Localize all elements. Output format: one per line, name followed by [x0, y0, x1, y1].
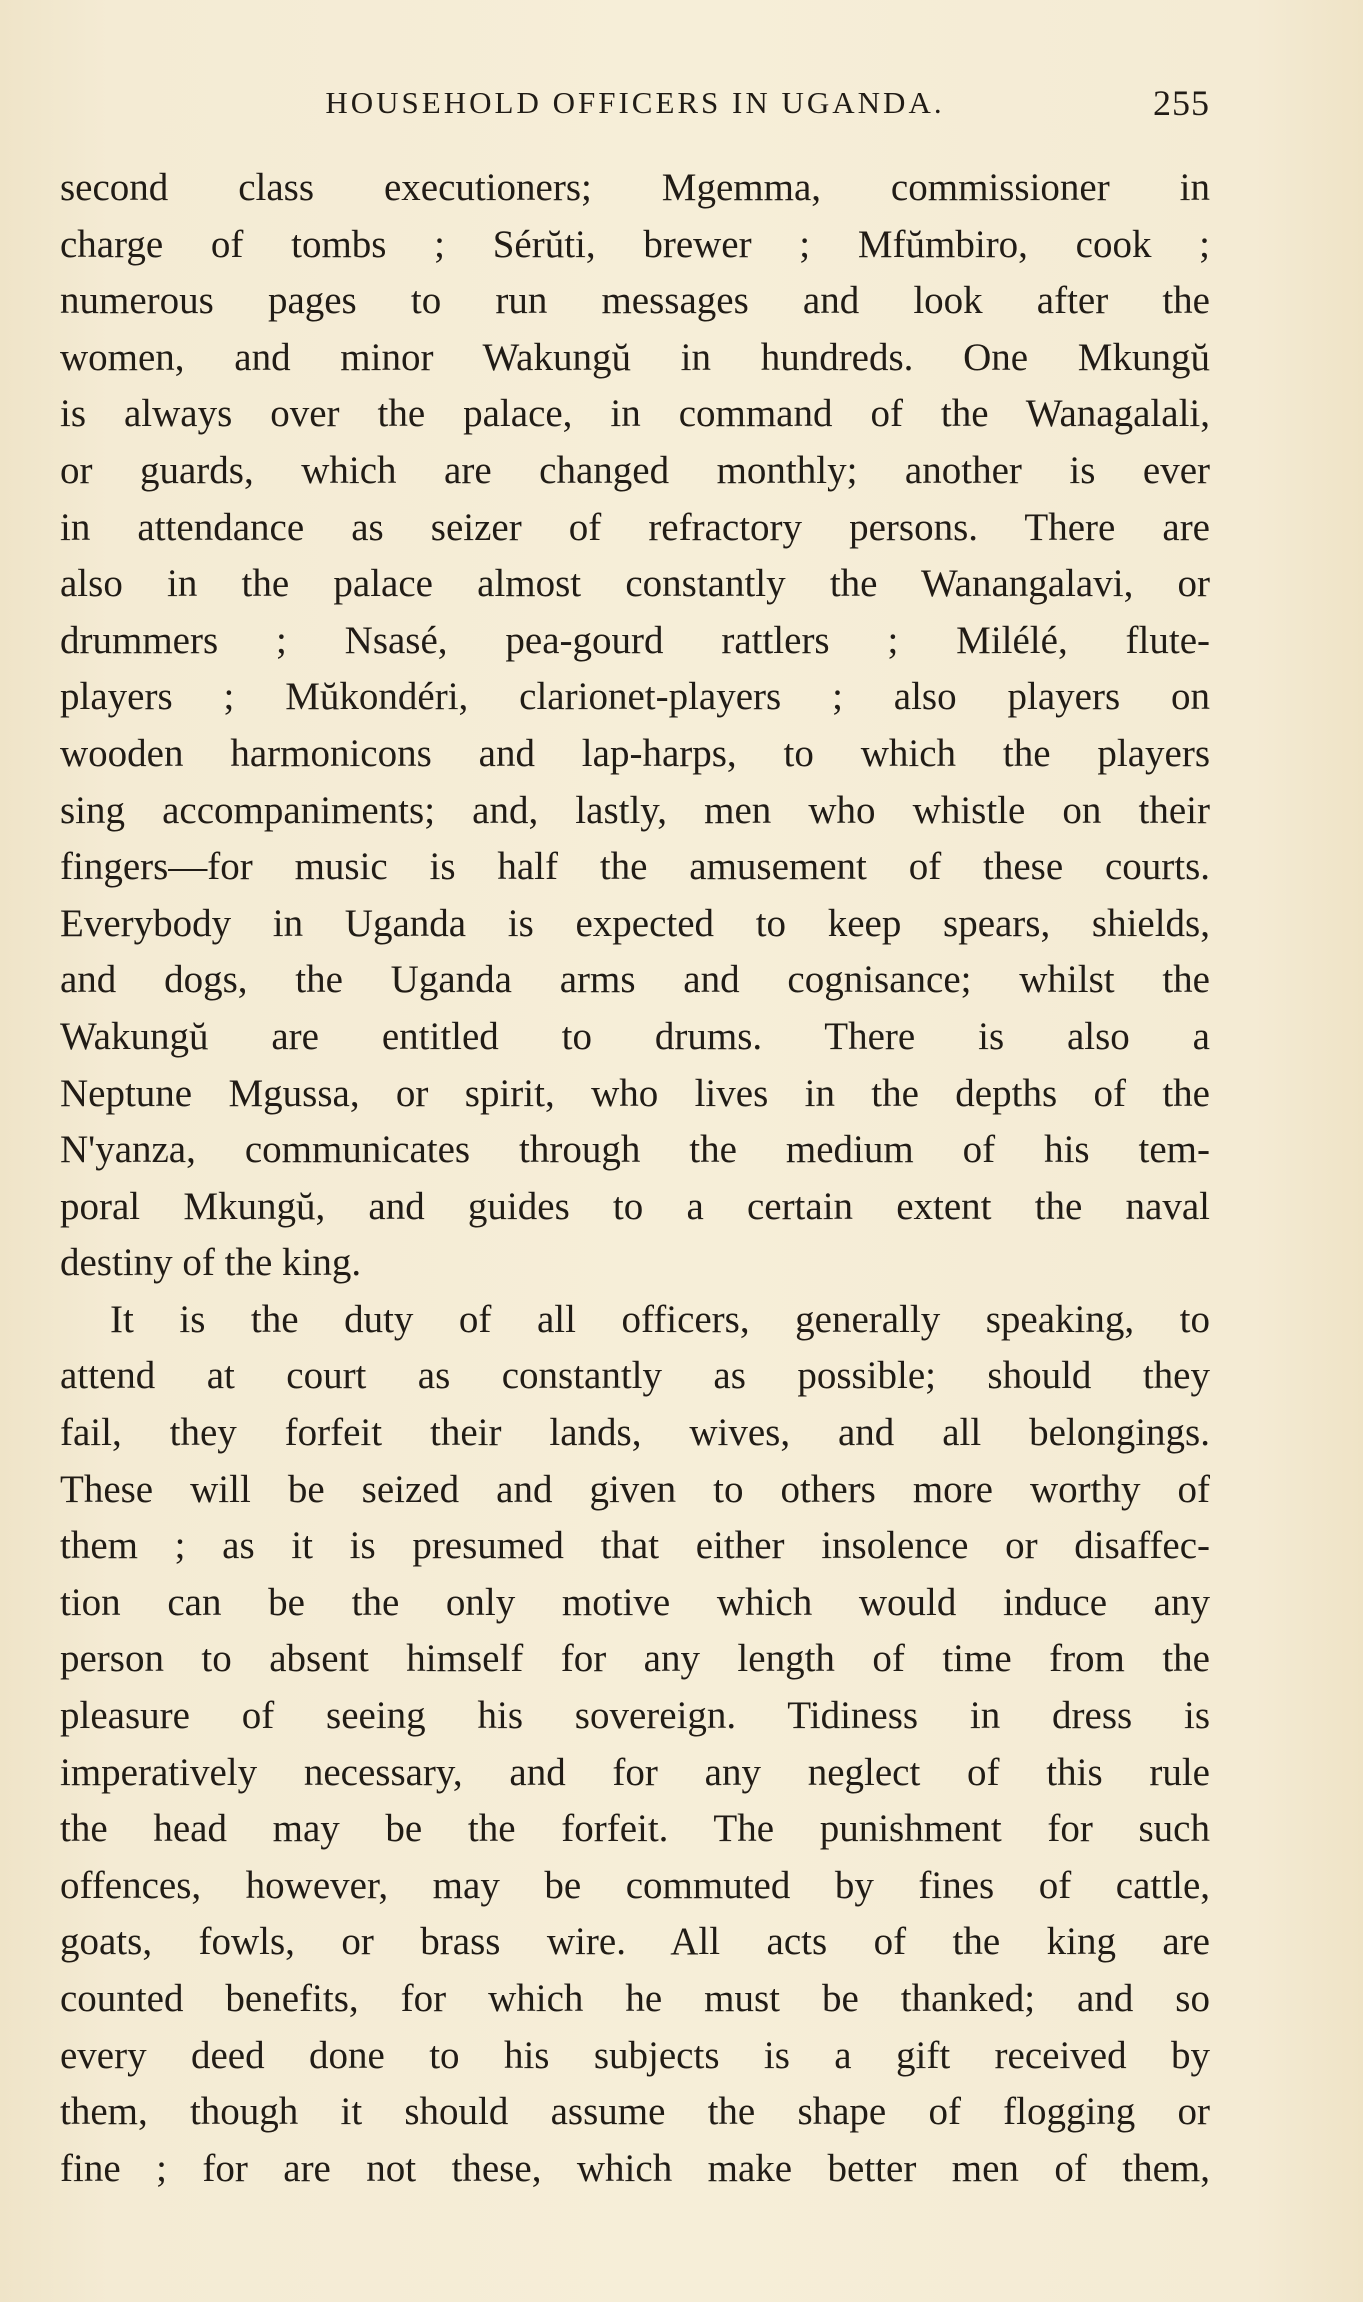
text-line: poral Mkungŭ, and guides to a certain extent the naval — [60, 1184, 1210, 1228]
text-line: second class executioners; Mgemma, commissioner in — [60, 166, 1210, 209]
running-head-title: HOUSEHOLD OFFICERS IN UGANDA. — [325, 85, 945, 120]
paragraph-start-line: It is the duty of all officers, generally speaking, to — [110, 1297, 1210, 1341]
body-text — [60, 160, 1210, 2197]
text-line: fine ; for are not these, which make better men of them, — [60, 2146, 1210, 2190]
running-head — [60, 78, 1210, 128]
text-line: Everybody in Uganda is expected to keep spears, shields, — [60, 901, 1210, 945]
text-line: N'yanza, communicates through the medium of his tem- — [60, 1128, 1210, 1172]
text-line: players ; Mŭkondéri, clarionet-players ; also players on — [60, 675, 1210, 719]
text-line: the head may be the forfeit. The punishment for such — [60, 1807, 1210, 1851]
text-line: or guards, which are changed monthly; another is ever — [60, 448, 1210, 492]
text-line: Wakungŭ are entitled to drums. There is also a — [60, 1014, 1210, 1058]
text-line: goats, fowls, or brass wire. All acts of the king are — [60, 1920, 1210, 1964]
text-line: offences, however, may be commuted by fines of cattle, — [60, 1863, 1210, 1907]
page-number: 255 — [1153, 83, 1210, 123]
text-line: wooden harmonicons and lap-harps, to which the players — [60, 731, 1210, 775]
text-line: and dogs, the Uganda arms and cognisance; whilst the — [60, 958, 1210, 1002]
text-line: also in the palace almost constantly the Wanangalavi, or — [60, 562, 1210, 606]
text-line: fingers—for music is half the amusement of these courts. — [60, 845, 1210, 889]
text-line: in attendance as seizer of refractory persons. There are — [60, 505, 1210, 549]
text-line: drummers ; Nsasé, pea-gourd rattlers ; Milélé, flute- — [60, 618, 1210, 662]
text-line: imperatively necessary, and for any neglect of this rule — [60, 1750, 1210, 1794]
text-line: them, though it should assume the shape of flogging or — [60, 2090, 1210, 2134]
text-line: fail, they forfeit their lands, wives, and all belongings. — [60, 1411, 1210, 1455]
text-line: numerous pages to run messages and look after the — [60, 279, 1210, 323]
text-line: counted benefits, for which he must be thanked; and so — [60, 1977, 1210, 2020]
text-line: Neptune Mgussa, or spirit, who lives in the depths of the — [60, 1071, 1210, 1115]
text-line: attend at court as constantly as possible; should they — [60, 1354, 1210, 1398]
text-line: pleasure of seeing his sovereign. Tidiness in dress is — [60, 1694, 1210, 1738]
paragraph-end-line: destiny of the king. — [60, 1241, 362, 1285]
text-line: These will be seized and given to others more worthy of — [60, 1467, 1210, 1511]
text-line: sing accompaniments; and, lastly, men who whistle on their — [60, 788, 1210, 832]
text-line: charge of tombs ; Sérŭti, brewer ; Mfŭmbiro, cook ; — [60, 222, 1210, 266]
text-line: tion can be the only motive which would induce any — [60, 1580, 1210, 1624]
text-line: women, and minor Wakungŭ in hundreds. One Mkungŭ — [60, 335, 1210, 379]
text-line: them ; as it is presumed that either insolence or disaffec- — [60, 1524, 1210, 1568]
text-line: every deed done to his subjects is a gift received by — [60, 2033, 1210, 2077]
text-line: person to absent himself for any length of time from the — [60, 1637, 1210, 1681]
text-line: is always over the palace, in command of the Wanagalali, — [60, 392, 1210, 436]
